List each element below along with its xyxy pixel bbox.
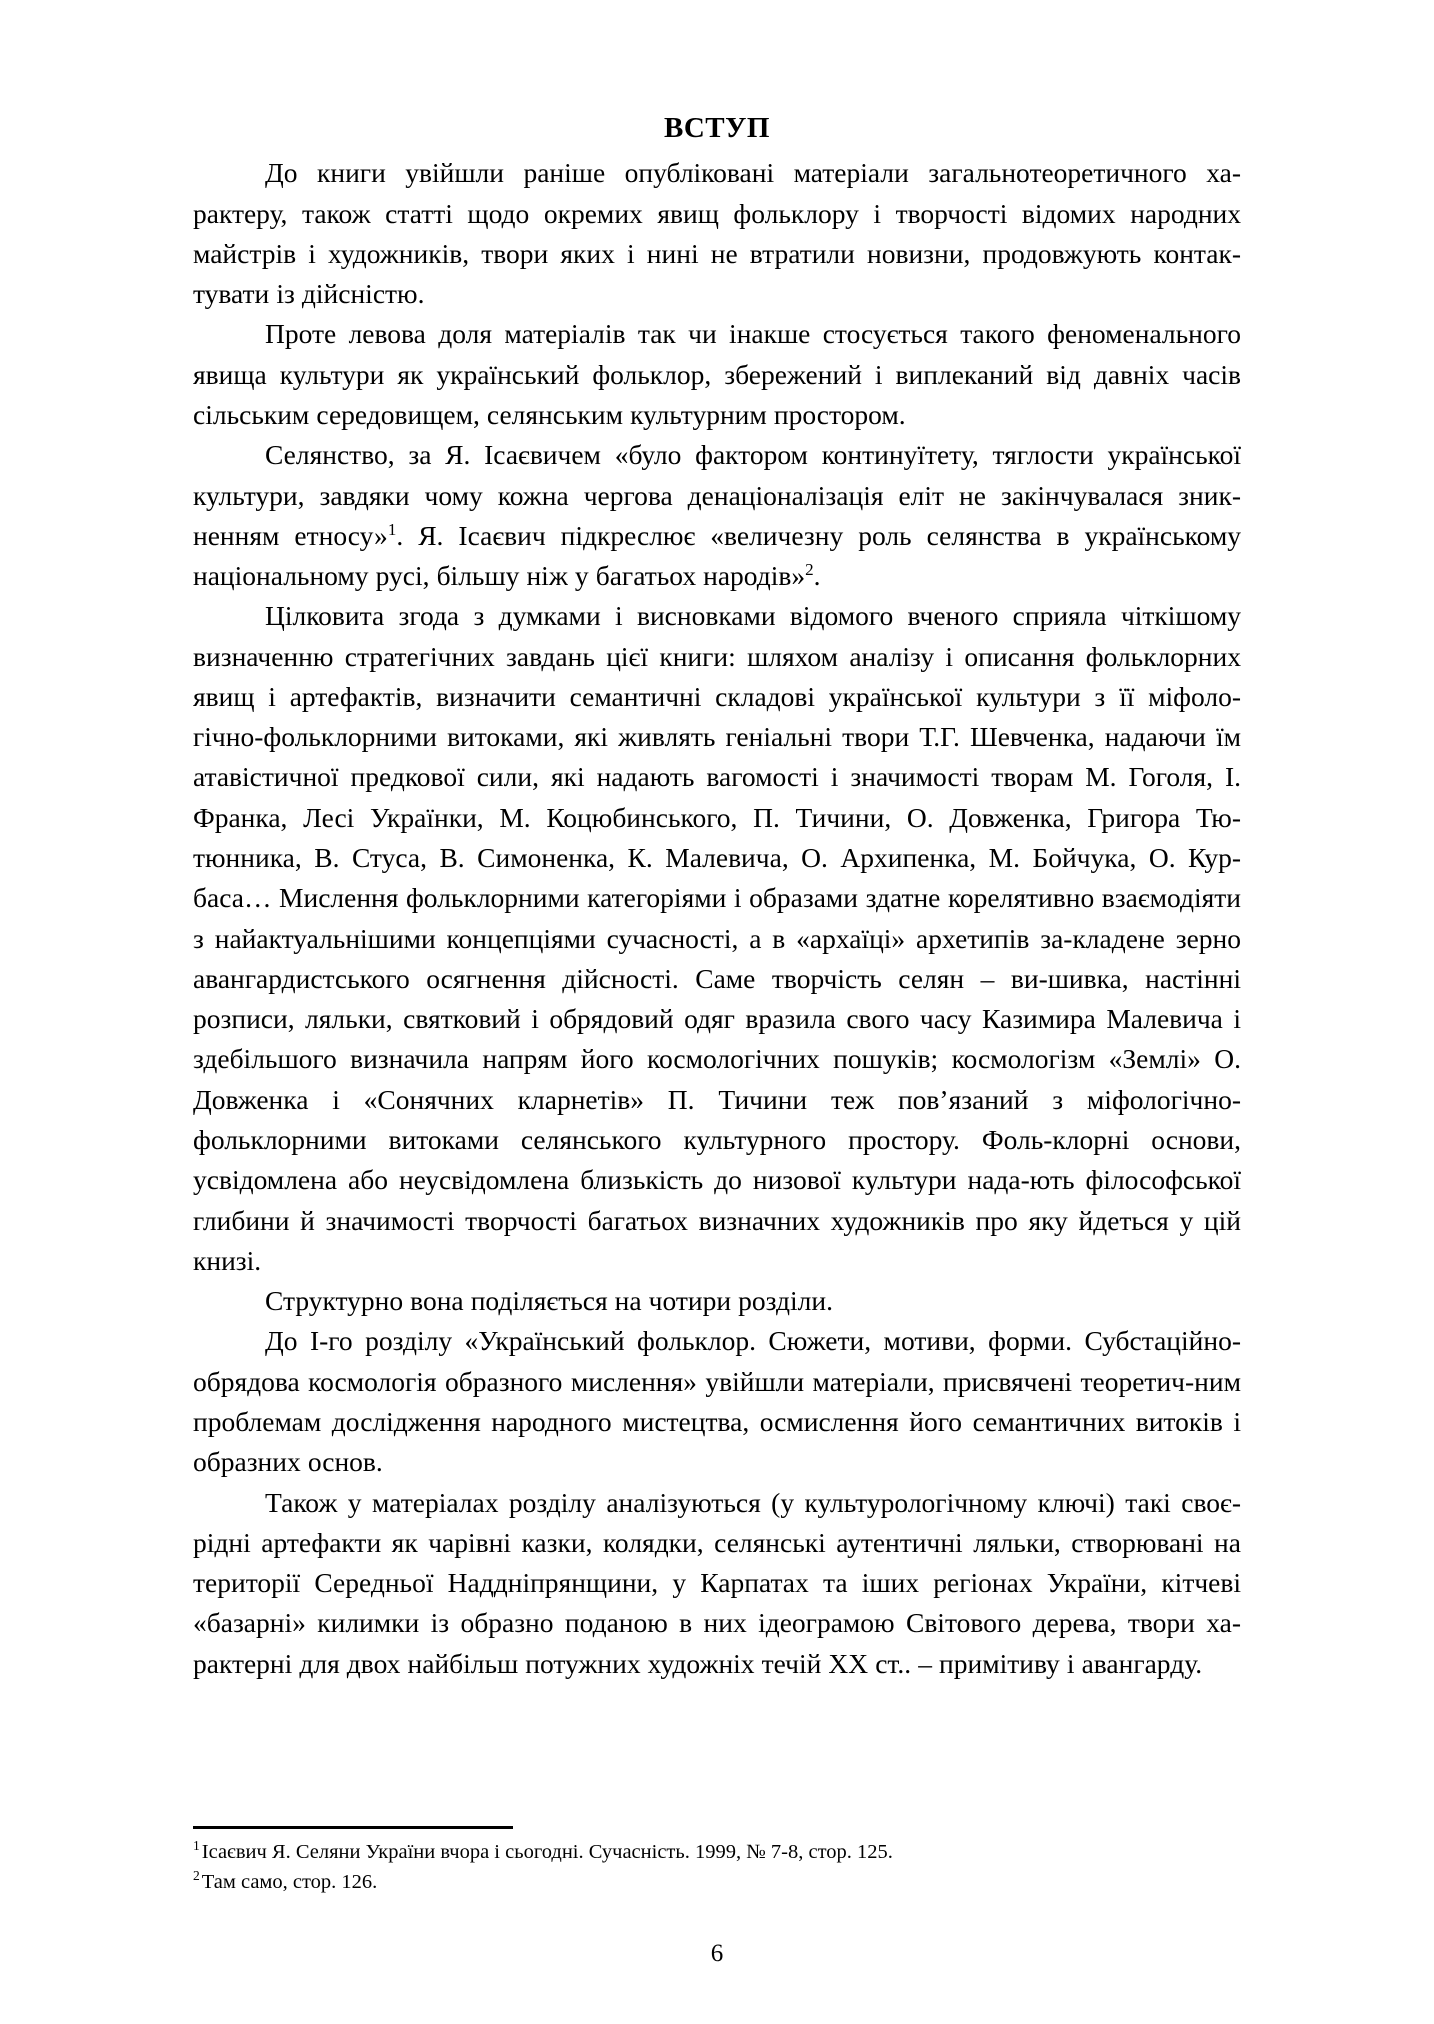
footnote-text-2: Там само, стор. 126.: [201, 1870, 378, 1893]
paragraph-main-body: Цілковита згода з думками і висновками відомого вченого сприяла чіткішому визначенню стратегічних завдань цієї книги: шляхом аналізу і описання фольклорних явищ і артефактів, визначити семантичні складові української культури з її міфоло-гічно-фольклорними витоками, які живлять геніальні твори Т.Г. Шевченка, надаючи їм атавістичної предкової сили, які надають вагомості і значимості творам М. Гоголя, І. Франка, Лесі Українки, М. Коцюбинського, П. Тичини, О. Довженка, Григора Тю-тюнника, В. Стуса, В. Симоненка, К. Малевича, О. Архипенка, М. Бойчука, О. Кур-баса… Мислення фольклорними категоріями і образами здатне корелятивно взаємодіяти з найактуальнішими концепціями сучасності, а в «архаїці» архетипів за-кладене зерно авангардистського осягнення дійсності. Саме творчість селян – ви-шивка, настінні розписи, ляльки, святковий і обрядовий одяг вразила свого часу Казимира Малевича і здебільшого визначила напрям його космологічних пошуків; космологізм «Землі» О. Довженка і «Сонячних кларнетів» П. Тичини теж пов’язаний з міфологічно-фольклорними витоками селянського культурного простору. Фоль-клорні основи, усвідомлена або неусвідомлена близькість до низової культури нада-ють філософської глибини й значимості творчості багатьох визначних художників про яку йдеться у цій книзі.: [193, 600, 1241, 1276]
paragraph-chapter-one-materials: Також у матеріалах розділу аналізуються (у культурологічному ключі) такі своє-рідні артефакти як чарівні казки, колядки, селянські аутентичні ляльки, створювані на території Середньої Наддніпрянщини, у Карпатах та іших регіонах України, кітчеві «базарні» килимки із образно поданою в них ідеограмою Світового дерева, твори ха-рактерні для двох найбільш потужних художніх течій ХХ ст.. – примітиву і авангарду.: [193, 1486, 1241, 1679]
paragraph-intro-1: До книги увійшли раніше опубліковані матеріали загальнотеоретичного ха-рактеру, також статті щодо окремих явищ фольклору і творчості відомих народних майстрів і художників, твори яких і нині не втратили новизни, продовжують контак-тувати із дійсністю.: [193, 157, 1241, 310]
paragraph-quote-isaievych: [193, 435, 1241, 596]
quote-text-part-2: . Я. Ісаєвич підкреслює «величезну роль селянства в українському національному русі, більшу ніж у багатьох народів»: [193, 519, 1241, 592]
footnote-marker-2: 2: [193, 1867, 200, 1883]
footnote-ref-2[interactable]: 2: [805, 559, 814, 579]
paragraph-structure: Структурно вона поділяється на чотири розділи.: [265, 1285, 833, 1317]
footnote-item-1: [193, 1838, 1241, 1868]
footnote-text-1: Ісаєвич Я. Селяни України вчора і сьогодні. Сучасність. 1999, № 7-8, стор. 125.: [201, 1841, 893, 1863]
footnote-separator-rule: [193, 1826, 513, 1829]
quote-text-part-1: Селянство, за Я. Ісаєвичем «було фактором континуїтету, тяглости української культури, завдяки чому кожна чергова денаціоналізація еліт не закінчувалася зник-ненням етносу»: [193, 439, 1241, 551]
footnote-ref-1[interactable]: 1: [387, 519, 397, 539]
footnote-item-2: [193, 1868, 1241, 1898]
footnote-marker-1: 1: [193, 1838, 200, 1854]
quote-text-part-3: .: [813, 560, 821, 592]
page-content: [193, 110, 1241, 1684]
page-title: ВСТУП: [664, 112, 770, 144]
paragraph-intro-2: Проте левова доля матеріалів так чи інакше стосується такого феноменального явища культури як український фольклор, збережений і виплеканий від давніх часів сільським середовищем, селянським культурним простором.: [193, 318, 1241, 430]
footnote-section: [193, 1826, 1241, 1897]
paragraph-chapter-one: До І-го розділу «Український фольклор. Сюжети, мотиви, форми. Субстаційно-обрядова космологія образного мислення» увійшли матеріали, присвячені теоретич-ним проблемам дослідження народного мистецтва, осмислення його семантичних витоків і образних основ.: [193, 1325, 1241, 1478]
page-number: 6: [710, 1940, 724, 1967]
